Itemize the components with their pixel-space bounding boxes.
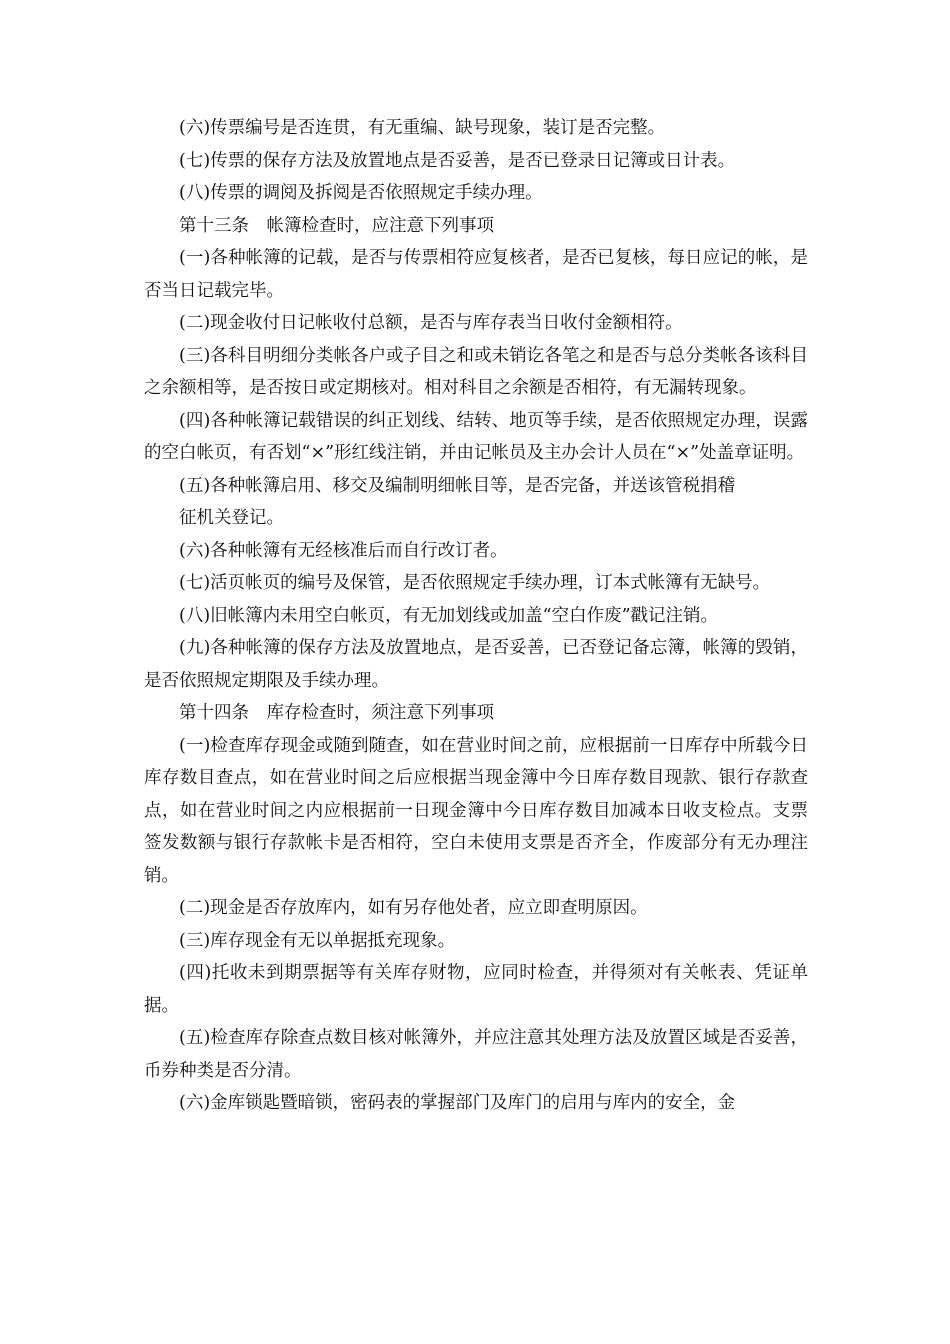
paragraph-ledger-5-continued: 征机关登记。 [179, 508, 284, 528]
paragraph-ledger-6: (六)各种帐簿有无经核准后而自行改订者。 [179, 540, 508, 561]
paragraph-inventory-5: (五)检查库存除查点数目核对帐簿外，并应注意其处理方法及放置区域是否妥善，币券种类是否分清。 [144, 1028, 808, 1081]
paragraph-inventory-2: (二)现金是否存放库内，如有另存他处者，应立即查明原因。 [179, 898, 648, 918]
paragraph-inventory-3: (三)库存现金有无以单据抵充现象。 [179, 930, 456, 951]
paragraph-ledger-9: (九)各种帐簿的保存方法及放置地点，是否妥善，已否登记备忘簿，帐簿的毁销，是否依照规定期限及手续办理。 [144, 638, 808, 691]
paragraph-ledger-3: (三)各科目明细分类帐各户或子目之和或未销讫各笔之和是否与总分类帐各该科目之余额相等，是否按日或定期核对。相对科目之余额是否相符，有无漏转现象。 [144, 345, 808, 398]
paragraph-ledger-7: (七)活页帐页的编号及保管，是否依照规定手续办理，订本式帐簿有无缺号。 [179, 573, 771, 593]
paragraph-ledger-5: (五)各种帐簿启用、移交及编制明细帐目等，是否完备，并送该管税捐稽 [179, 475, 736, 496]
paragraph-transfer-6: (六)传票编号是否连贯，有无重编、缺号现象，装订是否完整。 [179, 118, 666, 138]
paragraph-inventory-6: (六)金库锁匙暨暗锁，密码表的掌握部门及库门的启用与库内的安全，金 [179, 1093, 736, 1113]
article-14-heading: 第十四条 库存检查时，须注意下列事项 [179, 703, 494, 723]
paragraph-ledger-2: (二)现金收付日记帐收付总额，是否与库存表当日收付金额相符。 [179, 313, 683, 333]
paragraph-inventory-1: (一)检查库存现金或随到随查，如在营业时间之前，应根据前一日库存中所载今日库存数目查点，如在营业时间之后应根据当现金簿中今日库存数目现款、银行存款查点，如在营业时间之内应根据前一日现金簿中今日库存数目加减本日收支检点。支票签发数额与银行存款帐卡是否相符，空白未使用支票是否齐全，作废部分有无办理注销。 [144, 735, 808, 886]
paragraph-ledger-4: (四)各种帐簿记载错误的纠正划线、结转、地页等手续，是否依照规定办理，误露的空白帐页，有否划“×”形红线注销，并由记帐员及主办会计人员在“×”处盖章证明。 [144, 410, 808, 463]
paragraph-inventory-4: (四)托收未到期票据等有关库存财物，应同时检查，并得须对有关帐表、凭证单据。 [144, 963, 808, 1016]
article-13-heading: 第十三条 帐簿检查时，应注意下列事项 [179, 215, 494, 236]
paragraph-ledger-8: (八)旧帐簿内未用空白帐页，有无加划线或加盖“空白作废”戳记注销。 [179, 605, 719, 626]
paragraph-ledger-1: (一)各种帐簿的记载，是否与传票相符应复核者，是否已复核，每日应记的帐，是否当日记载完毕。 [144, 248, 808, 301]
paragraph-transfer-7: (七)传票的保存方法及放置地点是否妥善，是否已登录日记簿或日计表。 [179, 150, 736, 171]
paragraph-transfer-8: (八)传票的调阅及拆阅是否依照规定手续办理。 [179, 183, 543, 203]
document-body [144, 112, 808, 1120]
